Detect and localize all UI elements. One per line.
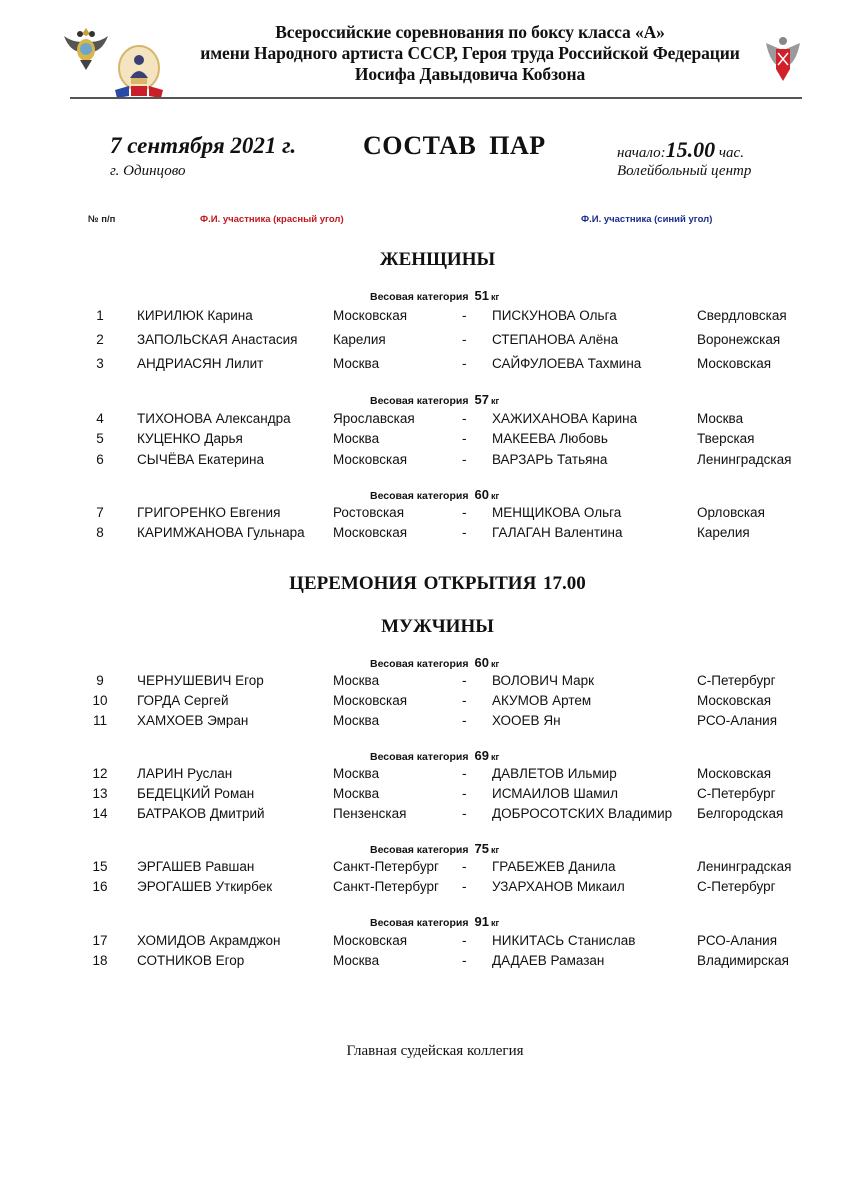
blue-corner-boxer: САЙФУЛОЕВА Тахмина xyxy=(492,356,642,371)
weight-category-label: Весовая категория xyxy=(370,917,469,929)
red-corner-boxer: СОТНИКОВ Егор xyxy=(137,953,245,968)
red-corner-region: Москва xyxy=(333,953,380,968)
bout-number: 1 xyxy=(96,308,104,323)
bout-row xyxy=(0,806,849,826)
red-corner-boxer: ХОМИДОВ Акрамджон xyxy=(137,933,281,948)
weight-category-kg: 60 xyxy=(474,655,489,670)
red-corner-region: Москва xyxy=(333,786,380,801)
weight-category-kg: 57 xyxy=(474,392,489,407)
bout-separator: - xyxy=(462,505,467,520)
bout-row xyxy=(0,713,849,733)
red-corner-region: Московская xyxy=(333,933,408,948)
red-corner-region: Карелия xyxy=(333,332,386,347)
red-corner-region: Московская xyxy=(333,452,408,467)
blue-corner-boxer: ПИСКУНОВА Ольга xyxy=(492,308,617,323)
bout-number: 12 xyxy=(92,766,108,781)
start-time xyxy=(617,137,744,163)
bout-number: 8 xyxy=(96,525,104,540)
red-corner-boxer: ХАМХОЕВ Эмран xyxy=(137,713,249,728)
bout-row xyxy=(0,356,849,376)
blue-corner-region: С-Петербург xyxy=(697,879,776,894)
red-corner-boxer: ГРИГОРЕНКО Евгения xyxy=(137,505,281,520)
bout-number: 7 xyxy=(96,505,104,520)
red-corner-boxer: ЭРОГАШЕВ Уткирбек xyxy=(137,879,273,894)
blue-corner-region: РСО-Алания xyxy=(697,713,777,728)
bout-separator: - xyxy=(462,332,467,347)
section-title-women: ЖЕНЩИНЫ xyxy=(379,249,496,270)
bout-separator: - xyxy=(462,786,467,801)
red-corner-boxer: КУЦЕНКО Дарья xyxy=(137,431,243,446)
blue-corner-boxer: ГРАБЕЖЕВ Данила xyxy=(492,859,616,874)
bout-row xyxy=(0,879,849,899)
blue-corner-boxer: ИСМАИЛОВ Шамил xyxy=(492,786,618,801)
blue-corner-region: Орловская xyxy=(697,505,765,520)
red-corner-region: Москва xyxy=(333,431,380,446)
red-corner-boxer: БЕДЕЦКИЙ Роман xyxy=(137,786,255,801)
bout-number: 5 xyxy=(96,431,104,446)
blue-corner-boxer: АКУМОВ Артем xyxy=(492,693,592,708)
event-title xyxy=(170,22,770,85)
bout-number: 2 xyxy=(96,332,104,347)
red-corner-region: Санкт-Петербург xyxy=(333,879,439,894)
bout-separator: - xyxy=(462,452,467,467)
blue-corner-region: Белгородская xyxy=(697,806,784,821)
signature-chief-judges: Главная судейская коллегия xyxy=(346,1043,524,1059)
bout-separator: - xyxy=(462,525,467,540)
red-corner-boxer: ЭРГАШЕВ Равшан xyxy=(137,859,255,874)
weight-category-heading xyxy=(370,914,499,929)
blue-corner-region: Ленинградская xyxy=(697,452,792,467)
red-corner-boxer: БАТРАКОВ Дмитрий xyxy=(137,806,265,821)
red-corner-boxer: ЗАПОЛЬСКАЯ Анастасия xyxy=(137,332,298,347)
weight-category-label: Весовая категория xyxy=(370,658,469,670)
red-corner-boxer: АНДРИАСЯН Лилит xyxy=(137,356,264,371)
bout-row xyxy=(0,953,849,973)
weight-category-label: Весовая категория xyxy=(370,844,469,856)
bout-number: 4 xyxy=(96,411,104,426)
weight-category-label: Весовая категория xyxy=(370,291,469,303)
bout-separator: - xyxy=(462,431,467,446)
blue-corner-region: Ленинградская xyxy=(697,859,792,874)
blue-corner-boxer: УЗАРХАНОВ Микаил xyxy=(492,879,625,894)
kobzon-tournament-emblem-icon xyxy=(113,44,165,100)
opening-ceremony: ЦЕРЕМОНИЯ ОТКРЫТИЯ 17.00 xyxy=(289,573,586,594)
weight-category-kg: 69 xyxy=(474,748,489,763)
event-date: 7 сентября 2021 г. xyxy=(110,133,297,158)
red-corner-boxer: ЛАРИН Руслан xyxy=(137,766,233,781)
bout-separator: - xyxy=(462,411,467,426)
weight-category-kg: 51 xyxy=(474,288,489,303)
event-title-line: имени Народного артиста СССР, Героя труда Российской Федерации xyxy=(200,43,740,63)
red-corner-region: Москва xyxy=(333,766,380,781)
red-corner-region: Пензенская xyxy=(333,806,407,821)
bout-number: 17 xyxy=(92,933,108,948)
weight-category-heading xyxy=(370,288,499,303)
weight-unit: кг xyxy=(490,491,500,501)
red-corner-region: Московская xyxy=(333,693,408,708)
bout-separator: - xyxy=(462,806,467,821)
blue-corner-region: Владимирская xyxy=(697,953,789,968)
bout-separator: - xyxy=(462,356,467,371)
bout-row xyxy=(0,431,849,451)
bout-row xyxy=(0,332,849,352)
weight-category-heading xyxy=(370,655,499,670)
bout-number: 14 xyxy=(92,806,108,821)
weight-unit: кг xyxy=(490,752,500,762)
document-title: СОСТАВ ПАР xyxy=(363,131,546,160)
bout-separator: - xyxy=(462,673,467,688)
red-corner-region: Санкт-Петербург xyxy=(333,859,439,874)
blue-corner-boxer: НИКИТАСЬ Станислав xyxy=(492,933,636,948)
blue-corner-boxer: ДАВЛЕТОВ Ильмир xyxy=(492,766,617,781)
blue-corner-boxer: ДОБРОСОТСКИХ Владимир xyxy=(492,806,673,821)
blue-corner-boxer: МАКЕЕВА Любовь xyxy=(492,431,608,446)
red-corner-region: Москва xyxy=(333,713,380,728)
weight-category-heading xyxy=(370,841,499,856)
bout-number: 9 xyxy=(96,673,104,688)
blue-corner-region: Карелия xyxy=(697,525,750,540)
blue-corner-boxer: ВАРЗАРЬ Татьяна xyxy=(492,452,608,467)
start-time-unit: час. xyxy=(718,145,744,161)
column-header-blue-corner: Ф.И. участника (синий угол) xyxy=(581,214,713,225)
bout-row xyxy=(0,766,849,786)
start-label: начало: xyxy=(617,145,666,161)
bout-number: 6 xyxy=(96,452,104,467)
bout-separator: - xyxy=(462,766,467,781)
red-corner-region: Московская xyxy=(333,308,408,323)
weight-unit: кг xyxy=(490,845,500,855)
bout-row xyxy=(0,786,849,806)
weight-category-label: Весовая категория xyxy=(370,395,469,407)
red-corner-region: Москва xyxy=(333,673,380,688)
red-corner-boxer: ГОРДА Сергей xyxy=(137,693,229,708)
weight-unit: кг xyxy=(490,396,500,406)
bout-separator: - xyxy=(462,693,467,708)
blue-corner-boxer: ДАДАЕВ Рамазан xyxy=(492,953,605,968)
bout-number: 10 xyxy=(92,693,108,708)
red-corner-boxer: ЧЕРНУШЕВИЧ Егор xyxy=(137,673,264,688)
blue-corner-boxer: ВОЛОВИЧ Марк xyxy=(492,673,595,688)
bout-separator: - xyxy=(462,859,467,874)
bout-number: 11 xyxy=(92,713,107,728)
bout-number: 13 xyxy=(92,786,108,801)
bout-number: 3 xyxy=(96,356,104,371)
red-corner-region: Москва xyxy=(333,356,380,371)
event-title-line: Иосифа Давыдовича Кобзона xyxy=(354,64,586,84)
bout-separator: - xyxy=(462,953,467,968)
column-header-red-corner: Ф.И. участника (красный угол) xyxy=(200,214,344,225)
bout-row xyxy=(0,933,849,953)
blue-corner-region: С-Петербург xyxy=(697,786,776,801)
blue-corner-boxer: СТЕПАНОВА Алёна xyxy=(492,332,619,347)
blue-corner-boxer: ХАЖИХАНОВА Карина xyxy=(492,411,638,426)
red-corner-region: Ростовская xyxy=(333,505,405,520)
weight-category-label: Весовая категория xyxy=(370,751,469,763)
start-time-value: 15.00 xyxy=(665,137,716,162)
bout-number: 16 xyxy=(92,879,108,894)
weight-category-label: Весовая категория xyxy=(370,490,469,502)
weight-category-kg: 75 xyxy=(474,841,489,856)
red-corner-boxer: КИРИЛЮК Карина xyxy=(137,308,253,323)
blue-corner-region: РСО-Алания xyxy=(697,933,777,948)
red-corner-region: Ярославская xyxy=(333,411,415,426)
event-title-line: Всероссийские соревнования по боксу класса «А» xyxy=(275,22,665,42)
blue-corner-region: С-Петербург xyxy=(697,673,776,688)
bout-separator: - xyxy=(462,933,467,948)
bout-row xyxy=(0,673,849,693)
blue-corner-region: Москва xyxy=(697,411,744,426)
weight-unit: кг xyxy=(490,918,500,928)
weight-category-heading xyxy=(370,748,499,763)
weight-unit: кг xyxy=(490,292,500,302)
blue-corner-region: Свердловская xyxy=(697,308,787,323)
red-corner-region: Московская xyxy=(333,525,408,540)
bout-row xyxy=(0,411,849,431)
red-corner-boxer: КАРИМЖАНОВА Гульнара xyxy=(137,525,305,540)
red-corner-boxer: ТИХОНОВА Александра xyxy=(137,411,291,426)
blue-corner-region: Московская xyxy=(697,356,772,371)
bout-row xyxy=(0,693,849,713)
weight-unit: кг xyxy=(490,659,500,669)
bout-number: 18 xyxy=(92,953,108,968)
bout-number: 15 xyxy=(92,859,108,874)
blue-corner-boxer: ХООЕВ Ян xyxy=(492,713,561,728)
bout-row xyxy=(0,859,849,879)
blue-corner-region: Московская xyxy=(697,693,772,708)
event-city: г. Одинцово xyxy=(110,163,186,179)
weight-category-heading xyxy=(370,487,499,502)
blue-corner-boxer: МЕНЩИКОВА Ольга xyxy=(492,505,622,520)
column-header-number: № п/п xyxy=(88,214,116,225)
weight-category-kg: 60 xyxy=(474,487,489,502)
bout-row xyxy=(0,505,849,525)
blue-corner-boxer: ГАЛАГАН Валентина xyxy=(492,525,623,540)
blue-corner-region: Воронежская xyxy=(697,332,781,347)
header-divider xyxy=(70,97,802,99)
bout-row xyxy=(0,525,849,545)
bout-row xyxy=(0,452,849,472)
section-title-men: МУЖЧИНЫ xyxy=(381,616,494,637)
bout-separator: - xyxy=(462,308,467,323)
bout-row xyxy=(0,308,849,328)
bout-separator: - xyxy=(462,713,467,728)
blue-corner-region: Тверская xyxy=(697,431,755,446)
venue: Волейбольный центр xyxy=(617,163,752,179)
minsport-eagle-emblem-icon xyxy=(60,22,112,74)
blue-corner-region: Московская xyxy=(697,766,772,781)
bout-separator: - xyxy=(462,879,467,894)
weight-category-kg: 91 xyxy=(474,914,489,929)
red-corner-boxer: СЫЧЁВА Екатерина xyxy=(137,452,264,467)
weight-category-heading xyxy=(370,392,499,407)
